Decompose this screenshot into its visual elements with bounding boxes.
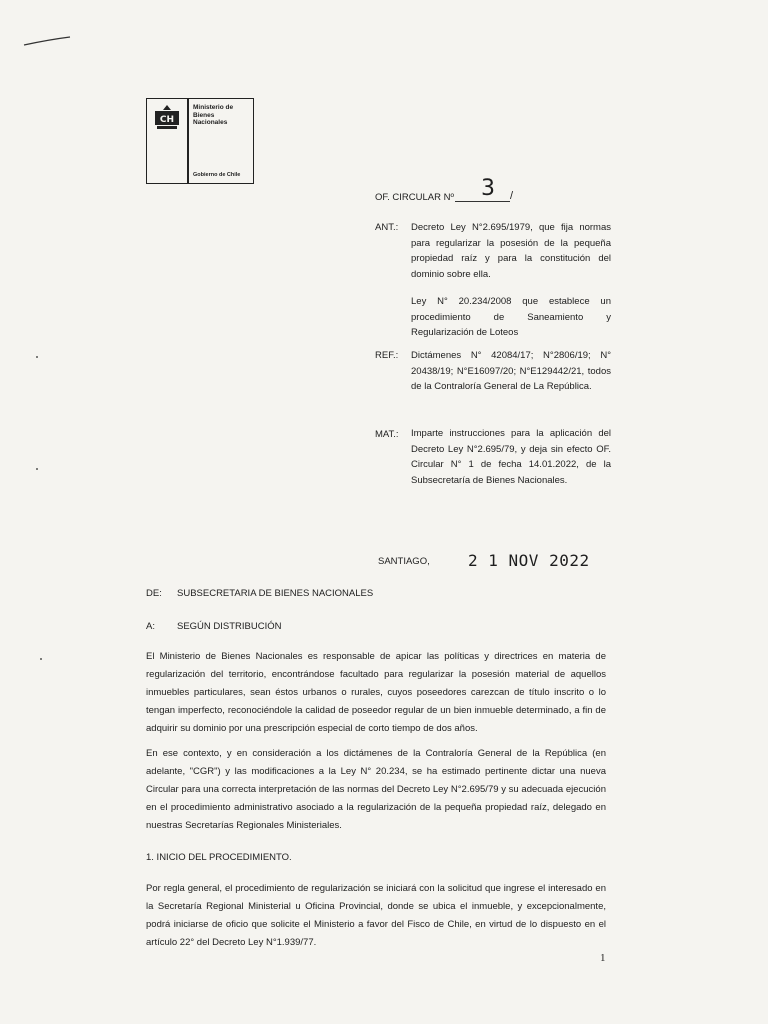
place-label: SANTIAGO, [378, 556, 430, 567]
scan-speck [36, 356, 38, 358]
a-label: A: [146, 621, 155, 632]
ministry-name [193, 104, 253, 127]
ministry-emblem-icon [153, 105, 181, 131]
a-value: SEGÚN DISTRIBUCIÓN [177, 621, 282, 632]
mat-text: Imparte instrucciones para la aplicación del Decreto Ley N°2.695/79, y deja sin efecto OF. Circular N° 1 de fecha 14.01.2022, de la Subsecretaría de Bienes Nacionales. [411, 428, 611, 486]
circular-slash: / [510, 190, 514, 202]
mat-label: MAT.: [375, 429, 399, 440]
section-1-heading: 1. INICIO DEL PROCEDIMIENTO. [146, 852, 292, 863]
government-label: Gobierno de Chile [193, 172, 241, 178]
logo-divider [187, 99, 189, 183]
body-paragraph-2: En ese contexto, y en consideración a los dictámenes de la Contraloría General de la República (en adelante, "CGR") y las modificaciones a la Ley N° 20.234, se ha estimado pertinente dictar una nueva Circular para una correcta interpretación de las normas del Decreto Ley N°2.695/79 y su adecuada ejecución en el procedimiento administrativo asociado a la regularización de la pequeña propiedad raíz, delegado en nuestras Secretarías Regionales Ministeriales. [146, 748, 606, 831]
ant-text-2: Ley N° 20.234/2008 que establece un procedimiento de Saneamiento y Regularización de Loteos [411, 296, 611, 338]
ministry-logo [146, 98, 254, 184]
svg-text:CH: CH [159, 115, 175, 125]
ant-text-1: Decreto Ley N°2.695/1979, que fija normas para regularizar la posesión de la pequeña propiedad raíz y para la constitución del dominio sobre ella. [411, 222, 611, 280]
ministry-name-line-1: Ministerio de [193, 104, 234, 111]
circular-label: OF. CIRCULAR Nº [375, 192, 454, 203]
ministry-name-line-2: Bienes [193, 111, 215, 119]
body-paragraph-3: Por regla general, el procedimiento de regularización se iniciará con la solicitud que ingrese el interesado en la Secretaría Regional Ministerial u Oficina Provincial, donde se ubica el inmueble, y excepcionalmente, podrá iniciarse de oficio que solicite el Ministerio a favor del Fisco de Chile, en virtud de lo dispuesto en el artículo 22° del Decreto Ley N°1.939/77. [146, 883, 606, 948]
ref-text: Dictámenes N° 42084/17; N°2806/19; N° 20438/19; N°E16097/20; N°E129442/21, todos de la Contraloría General de La República. [411, 350, 611, 392]
scan-speck [40, 658, 42, 660]
pen-stroke-mark [22, 34, 74, 48]
de-value: SUBSECRETARIA DE BIENES NACIONALES [177, 588, 374, 599]
ministry-name-line-3: Nacionales [193, 119, 228, 126]
circular-number: 3 [481, 176, 495, 201]
de-label: DE: [146, 588, 162, 599]
ref-label: REF.: [375, 350, 399, 361]
circular-number-line [455, 201, 510, 202]
page-number: 1 [600, 952, 606, 964]
ant-label: ANT.: [375, 222, 399, 233]
scan-speck [36, 468, 38, 470]
body-paragraph-1: El Ministerio de Bienes Nacionales es responsable de apicar las políticas y directrices en materia de regularización del territorio, encontrándose facultado para regularizar la posesión material de aquellos inmuebles particulares, sean éstos urbanos o rurales, cuyos poseedores carezcan de título inscrito o lo tengan imperfecto, reconociéndole la calidad de poseedor regular de un bien inmueble determinado, a fin de adquirir su dominio por una prescripción especial de corto tiempo de dos años. [146, 651, 606, 734]
date-stamp: 2 1 NOV 2022 [468, 551, 590, 570]
